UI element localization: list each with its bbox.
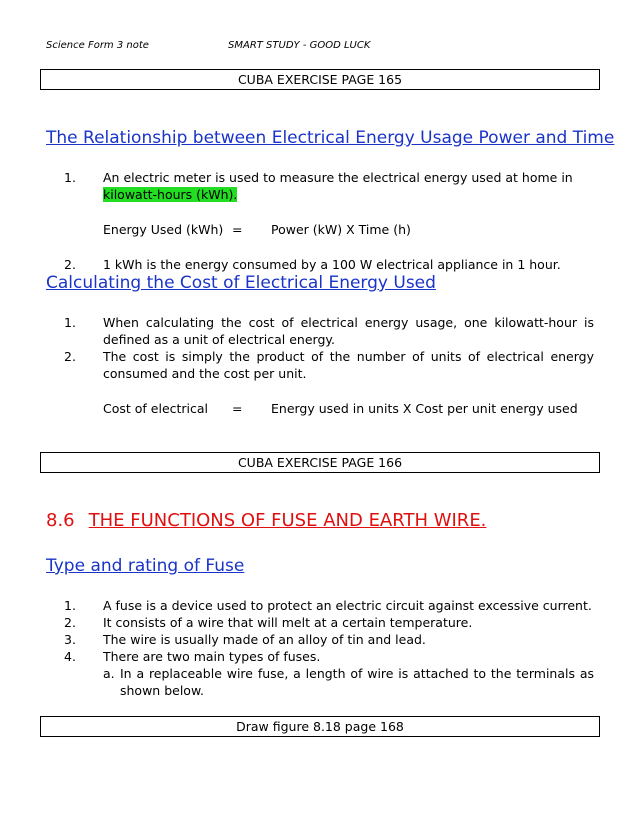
list-item-text: There are two main types of fuses. <box>103 649 321 664</box>
draw-figure-box: Draw figure 8.18 page 168 <box>40 716 600 737</box>
list-number: 2. <box>64 615 76 630</box>
section-heading-fuse <box>46 510 486 531</box>
list-item-text: The wire is usually made of an alloy of tin and lead. <box>103 632 426 647</box>
item-text: An electric meter is used to measure the electrical energy used at home in <box>103 170 573 185</box>
list-item-text: The cost is simply the product of the number of units of electrical energy consumed and the cost per unit. <box>103 349 594 381</box>
list-number: 1. <box>64 170 76 185</box>
section-heading-energy-usage: The Relationship between Electrical Energy Usage Power and Time <box>46 128 615 148</box>
highlighted-text: kilowatt-hours (kWh). <box>103 187 238 202</box>
header-center: SMART STUDY - GOOD LUCK <box>228 40 371 51</box>
list-item-text: When calculating the cost of electrical energy usage, one kilowatt-hour is defined as a unit of electrical energy. <box>103 315 594 347</box>
list-item-text: It consists of a wire that will melt at a certain temperature. <box>103 615 473 630</box>
exercise-box-165: CUBA EXERCISE PAGE 165 <box>40 69 600 90</box>
equation-right: Power (kW) X Time (h) <box>271 222 411 237</box>
list-item-text: 1 kWh is the energy consumed by a 100 W electrical appliance in 1 hour. <box>103 257 561 272</box>
list-number: 4. <box>64 649 76 664</box>
list-item-text: A fuse is a device used to protect an electric circuit against excessive current. <box>103 598 592 613</box>
equation-left: Energy Used (kWh) <box>103 222 224 237</box>
section-heading-cost: Calculating the Cost of Electrical Energy Used <box>46 273 436 293</box>
list-number: 2. <box>64 257 76 272</box>
list-item-text <box>103 169 594 203</box>
equation-right: Energy used in units X Cost per unit energy used <box>271 401 578 416</box>
list-number: 2. <box>64 349 76 364</box>
section-title: THE FUNCTIONS OF FUSE AND EARTH WIRE. <box>88 510 487 531</box>
equation-sign: = <box>232 222 243 237</box>
equation-left: Cost of electrical <box>103 401 209 416</box>
list-number: 1. <box>64 598 76 613</box>
list-number: 3. <box>64 632 76 647</box>
section-heading-fuse-type: Type and rating of Fuse <box>46 556 245 576</box>
sub-item-text: In a replaceable wire fuse, a length of wire is attached to the terminals as shown below. <box>120 666 594 698</box>
equation-sign: = <box>232 401 243 416</box>
exercise-box-166: CUBA EXERCISE PAGE 166 <box>40 452 600 473</box>
header-left: Science Form 3 note <box>46 40 149 51</box>
section-number: 8.6 <box>46 510 75 531</box>
sub-item-label: a. <box>103 666 115 681</box>
list-number: 1. <box>64 315 76 330</box>
